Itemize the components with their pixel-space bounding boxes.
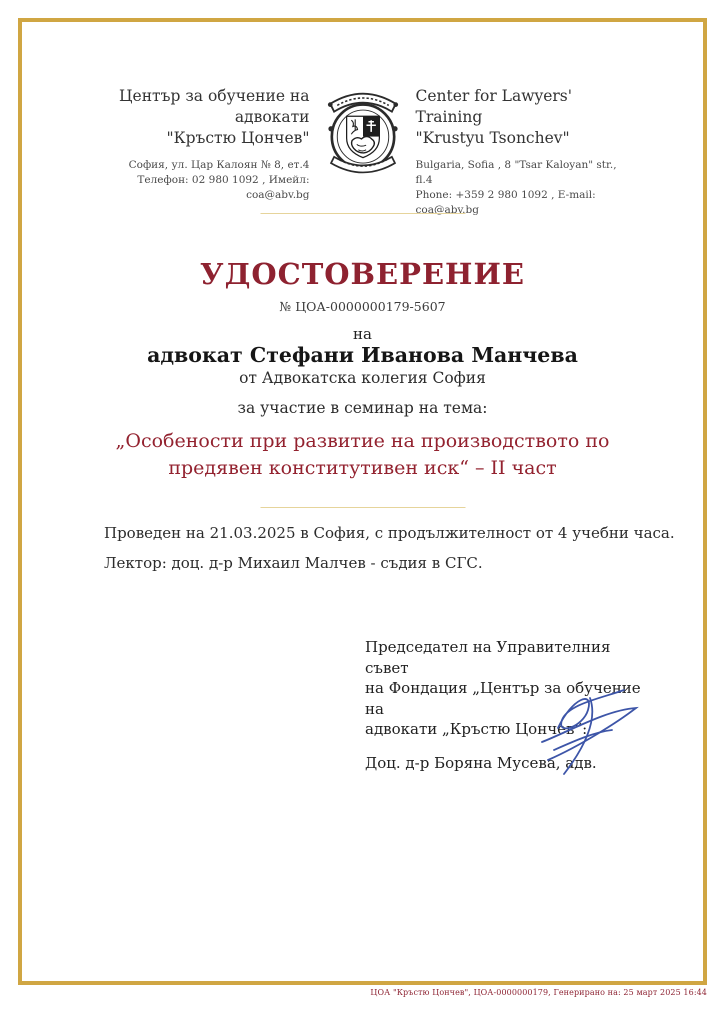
org-bg-name-line2: "Кръстю Цончев" bbox=[166, 129, 310, 147]
org-bg-name-line1: Център за обучение на адвокати bbox=[119, 87, 310, 126]
org-en-name-line1: Center for Lawyers' Training bbox=[415, 87, 573, 126]
signatory-title-line2: на Фондация „Център за обучение на bbox=[365, 679, 641, 718]
signatory-title-line3: адвокати „Кръстю Цончев“: bbox=[365, 720, 588, 738]
org-name-english bbox=[402, 86, 634, 218]
signature-block bbox=[365, 637, 645, 773]
generated-info: ЦОА "Кръстю Цончев", ЦОА-0000000179, Генерирано на: 25 март 2025 16:44 bbox=[370, 988, 707, 997]
divider bbox=[260, 507, 465, 508]
org-en-address: Bulgaria, Sofia , 8 "Tsar Kaloyan" str., fl.4 bbox=[415, 159, 617, 186]
recipient-name: адвокат Стефани Иванова Манчева bbox=[147, 343, 578, 367]
divider bbox=[260, 213, 465, 214]
lecturer-line: Лектор: доц. д-р Михаил Малчев - съдия в СГС. bbox=[104, 554, 483, 572]
organization-crest-icon bbox=[324, 82, 402, 178]
certificate-number: № ЦОА-0000000179-5607 bbox=[279, 299, 446, 314]
participation-line: за участие в семинар на тема: bbox=[237, 399, 488, 417]
signatory-name: Доц. д-р Боряна Мусева, адв. bbox=[365, 753, 597, 772]
org-bg-address: София, ул. Цар Калоян № 8, ет.4 bbox=[128, 159, 310, 171]
org-name-bulgarian bbox=[92, 86, 324, 203]
recipient-affiliation: от Адвокатска колегия София bbox=[239, 369, 486, 387]
issued-to-label: на bbox=[353, 325, 372, 343]
seminar-topic bbox=[0, 428, 725, 481]
seminar-details-line: Проведен на 21.03.2025 в София, с продължителност от 4 учебни часа. bbox=[104, 524, 675, 542]
seminar-topic-line1: „Особености при развитие на производството по bbox=[115, 430, 610, 452]
letterhead bbox=[0, 86, 725, 218]
signatory-title-line1: Председател на Управителния съвет bbox=[365, 638, 611, 677]
org-en-contacts: Phone: +359 2 980 1092 , E-mail: coa@abv.bg bbox=[415, 189, 596, 216]
org-en-name-line2: "Krustyu Tsonchev" bbox=[415, 129, 570, 147]
certificate-title: УДОСТОВЕРЕНИЕ bbox=[200, 257, 525, 291]
seminar-topic-line2: предявен конститутивен иск“ – II част bbox=[168, 456, 557, 479]
org-bg-contacts: Телефон: 02 980 1092 , Имейл: coa@abv.bg bbox=[137, 174, 310, 201]
